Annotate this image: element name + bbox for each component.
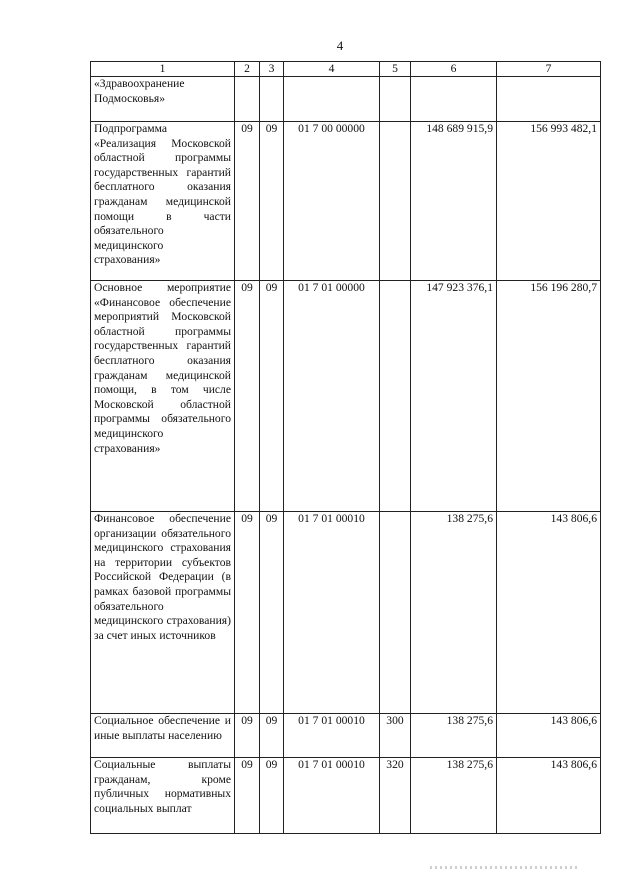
cell-expense-type [380,77,411,122]
cell-amount-year2: 143 806,6 [497,512,601,714]
cell-expense-type [380,512,411,714]
cell-amount-year1: 138 275,6 [411,714,497,758]
table-row [91,77,601,122]
table-row [91,512,601,714]
cell-target-code: 01 7 01 00010 [284,714,380,758]
cell-expense-type: 320 [380,758,411,834]
cell-expense-type [380,122,411,281]
cell-target-code: 01 7 01 00000 [284,281,380,512]
table-row [91,281,601,512]
cell-amount-year2 [497,77,601,122]
scan-artifact [430,866,580,869]
cell-subsection [260,77,284,122]
cell-target-code: 01 7 00 00000 [284,122,380,281]
row-name: Финансовое обеспечение организации обязательного медицинского страхования на территории субъектов Российской Федерации (в рамках базовой программы обязательного медицинского страхования) за счет иных источников [91,512,235,714]
table-row [91,758,601,834]
table-header-row [91,62,601,77]
cell-expense-type [380,281,411,512]
cell-subsection: 09 [260,281,284,512]
cell-subsection: 09 [260,512,284,714]
cell-section: 09 [235,281,260,512]
cell-subsection: 09 [260,758,284,834]
row-name: Подпрограмма «Реализация Московской областной программы государственных гарантий бесплатного оказания гражданам медицинской помощи в части обязательного медицинского страхования» [91,122,235,281]
budget-table [90,61,601,834]
column-header: 3 [260,62,284,77]
row-name: Социальное обеспечение и иные выплаты населению [91,714,235,758]
cell-expense-type: 300 [380,714,411,758]
column-header: 7 [497,62,601,77]
cell-section: 09 [235,512,260,714]
cell-section: 09 [235,758,260,834]
cell-target-code: 01 7 01 00010 [284,512,380,714]
row-name: «Здравоохранение Подмосковья» [91,77,235,122]
column-header: 4 [284,62,380,77]
cell-target-code [284,77,380,122]
cell-amount-year1: 147 923 376,1 [411,281,497,512]
cell-subsection: 09 [260,122,284,281]
column-header: 5 [380,62,411,77]
row-name: Основное мероприятие «Финансовое обеспечение мероприятий Московской областной программы государственных гарантий бесплатного оказания гражданам медицинской помощи, в том числе Московской областной программы обязательного медицинского страхования» [91,281,235,512]
cell-section: 09 [235,122,260,281]
table-row [91,714,601,758]
cell-amount-year1: 148 689 915,9 [411,122,497,281]
cell-target-code: 01 7 01 00010 [284,758,380,834]
cell-amount-year2: 156 196 280,7 [497,281,601,512]
cell-section: 09 [235,714,260,758]
cell-amount-year2: 156 993 482,1 [497,122,601,281]
column-header: 2 [235,62,260,77]
cell-amount-year2: 143 806,6 [497,758,601,834]
cell-amount-year1: 138 275,6 [411,758,497,834]
cell-amount-year1 [411,77,497,122]
table-row [91,122,601,281]
cell-subsection: 09 [260,714,284,758]
page-number: 4 [336,38,344,53]
row-name: Социальные выплаты гражданам, кроме публичных нормативных социальных выплат [91,758,235,834]
cell-amount-year1: 138 275,6 [411,512,497,714]
cell-amount-year2: 143 806,6 [497,714,601,758]
column-header: 6 [411,62,497,77]
column-header: 1 [91,62,235,77]
cell-section [235,77,260,122]
